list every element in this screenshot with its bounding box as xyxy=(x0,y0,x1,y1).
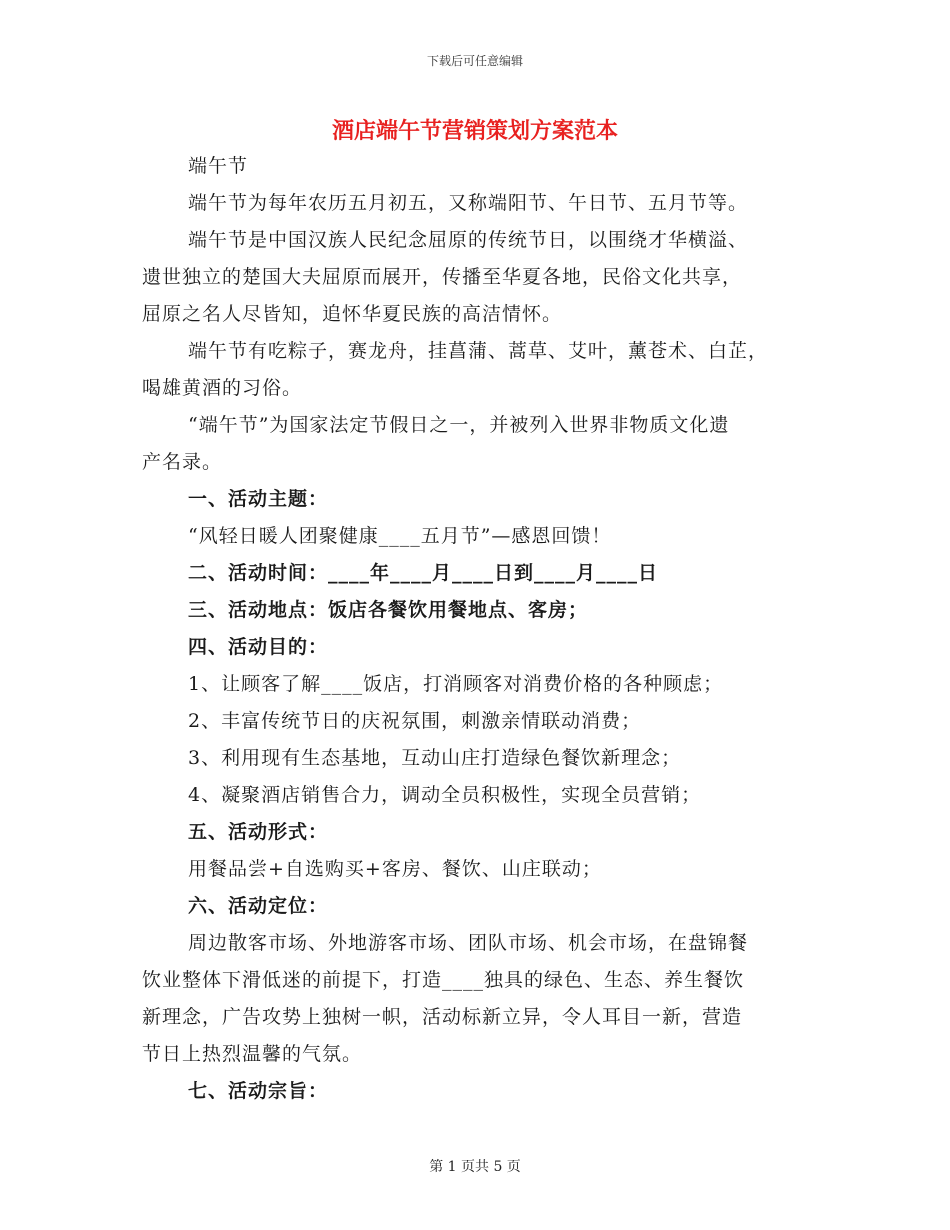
document-body xyxy=(142,148,812,1110)
section-heading: 七、活动宗旨： xyxy=(188,1080,329,1102)
section-heading: 四、活动目的： xyxy=(188,636,329,658)
text-line: 端午节有吃粽子，赛龙舟，挂菖蒲、蒿草、艾叶，薰苍术、白芷， xyxy=(188,340,769,362)
document-title: 酒店端午节营销策划方案范本 xyxy=(331,118,618,144)
section-heading: 三、活动地点：饭店各餐饮用餐地点、客房； xyxy=(188,599,589,621)
text-line: 用餐品尝+自选购买+客房、餐饮、山庄联动； xyxy=(188,858,602,880)
section-heading: 六、活动定位： xyxy=(188,895,329,917)
list-item: 2、丰富传统节日的庆祝氛围，刺激亲情联动消费； xyxy=(188,710,642,732)
list-item: 1、让顾客了解____饭店，打消顾客对消费价格的各种顾虑； xyxy=(188,673,724,695)
text-line: 喝雄黄酒的习俗。 xyxy=(142,377,303,399)
text-line: 产名录。 xyxy=(142,451,223,473)
text-line: 端午节是中国汉族人民纪念屈原的传统节日，以围绕才华横溢、 xyxy=(188,229,749,251)
text-line: 节日上热烈温馨的气氛。 xyxy=(142,1043,363,1065)
list-item: 4、凝聚酒店销售合力，调动全员积极性，实现全员营销； xyxy=(188,784,702,806)
page-footer: 第 1 页共 5 页 xyxy=(429,1159,521,1175)
text-line: 屈原之名人尽皆知，追怀华夏民族的高洁情怀。 xyxy=(142,303,563,325)
section-heading: 一、活动主题： xyxy=(188,488,329,510)
section-heading: 二、活动时间：____年____月____日到____月____日 xyxy=(188,562,659,584)
text-line: 周边散客市场、外地游客市场、团队市场、机会市场，在盘锦餐 xyxy=(188,932,749,954)
section-heading: 五、活动形式： xyxy=(188,821,329,843)
text-line: “风轻日暖人团聚健康____五月节”—感恩回馈！ xyxy=(188,525,612,547)
text-line: 饮业整体下滑低迷的前提下，打造____独具的绿色、生态、养生餐饮 xyxy=(142,969,745,991)
text-line: 遗世独立的楚国大夫屈原而展开，传播至华夏各地，民俗文化共享， xyxy=(142,266,743,288)
list-item: 3、利用现有生态基地，互动山庄打造绿色餐饮新理念； xyxy=(188,747,682,769)
text-line: 端午节为每年农历五月初五，又称端阳节、午日节、五月节等。 xyxy=(188,192,749,214)
text-line: “端午节”为国家法定节假日之一，并被列入世界非物质文化遗 xyxy=(188,414,730,436)
text-line: 端午节 xyxy=(188,155,249,177)
text-line: 新理念，广告攻势上独树一帜，活动标新立异，令人耳目一新，营造 xyxy=(142,1006,743,1028)
page-header: 下载后可任意编辑 xyxy=(426,54,523,68)
